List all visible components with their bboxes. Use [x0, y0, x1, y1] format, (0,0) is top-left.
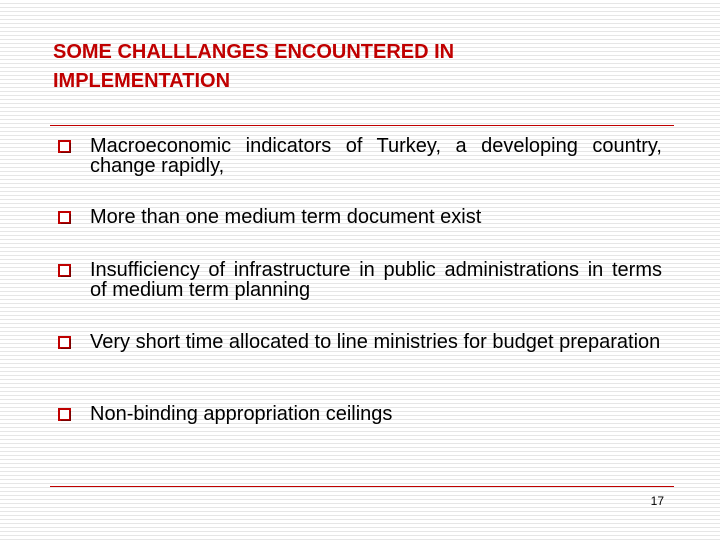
hollow-square-bullet-icon [58, 140, 71, 153]
slide-title-line-2: IMPLEMENTATION [53, 70, 231, 92]
bullet-item [58, 260, 662, 300]
hollow-square-bullet-icon [58, 211, 71, 224]
bullet-item [58, 332, 662, 352]
bullet-item [58, 207, 662, 227]
bullet-text: Very short time allocated to line ministries for budget preparation [90, 331, 661, 353]
bullet-text: More than one medium term document exist [90, 206, 482, 228]
hollow-square-bullet-icon [58, 264, 71, 277]
slide-title-line-1: SOME CHALLLANGES ENCOUNTERED IN [53, 41, 455, 63]
title-divider [50, 125, 674, 126]
footer-divider [50, 486, 674, 487]
bullet-item [58, 136, 662, 176]
bullet-text: Insufficiency of infrastructure in public administrations in terms of medium term planning [90, 259, 662, 301]
bullet-text: Macroeconomic indicators of Turkey, a developing country, change rapidly, [90, 135, 662, 177]
page-number: 17 [650, 494, 664, 508]
bullet-item [58, 404, 662, 424]
hollow-square-bullet-icon [58, 336, 71, 349]
slide-title [53, 38, 673, 96]
hollow-square-bullet-icon [58, 408, 71, 421]
bullet-text: Non-binding appropriation ceilings [90, 403, 393, 425]
